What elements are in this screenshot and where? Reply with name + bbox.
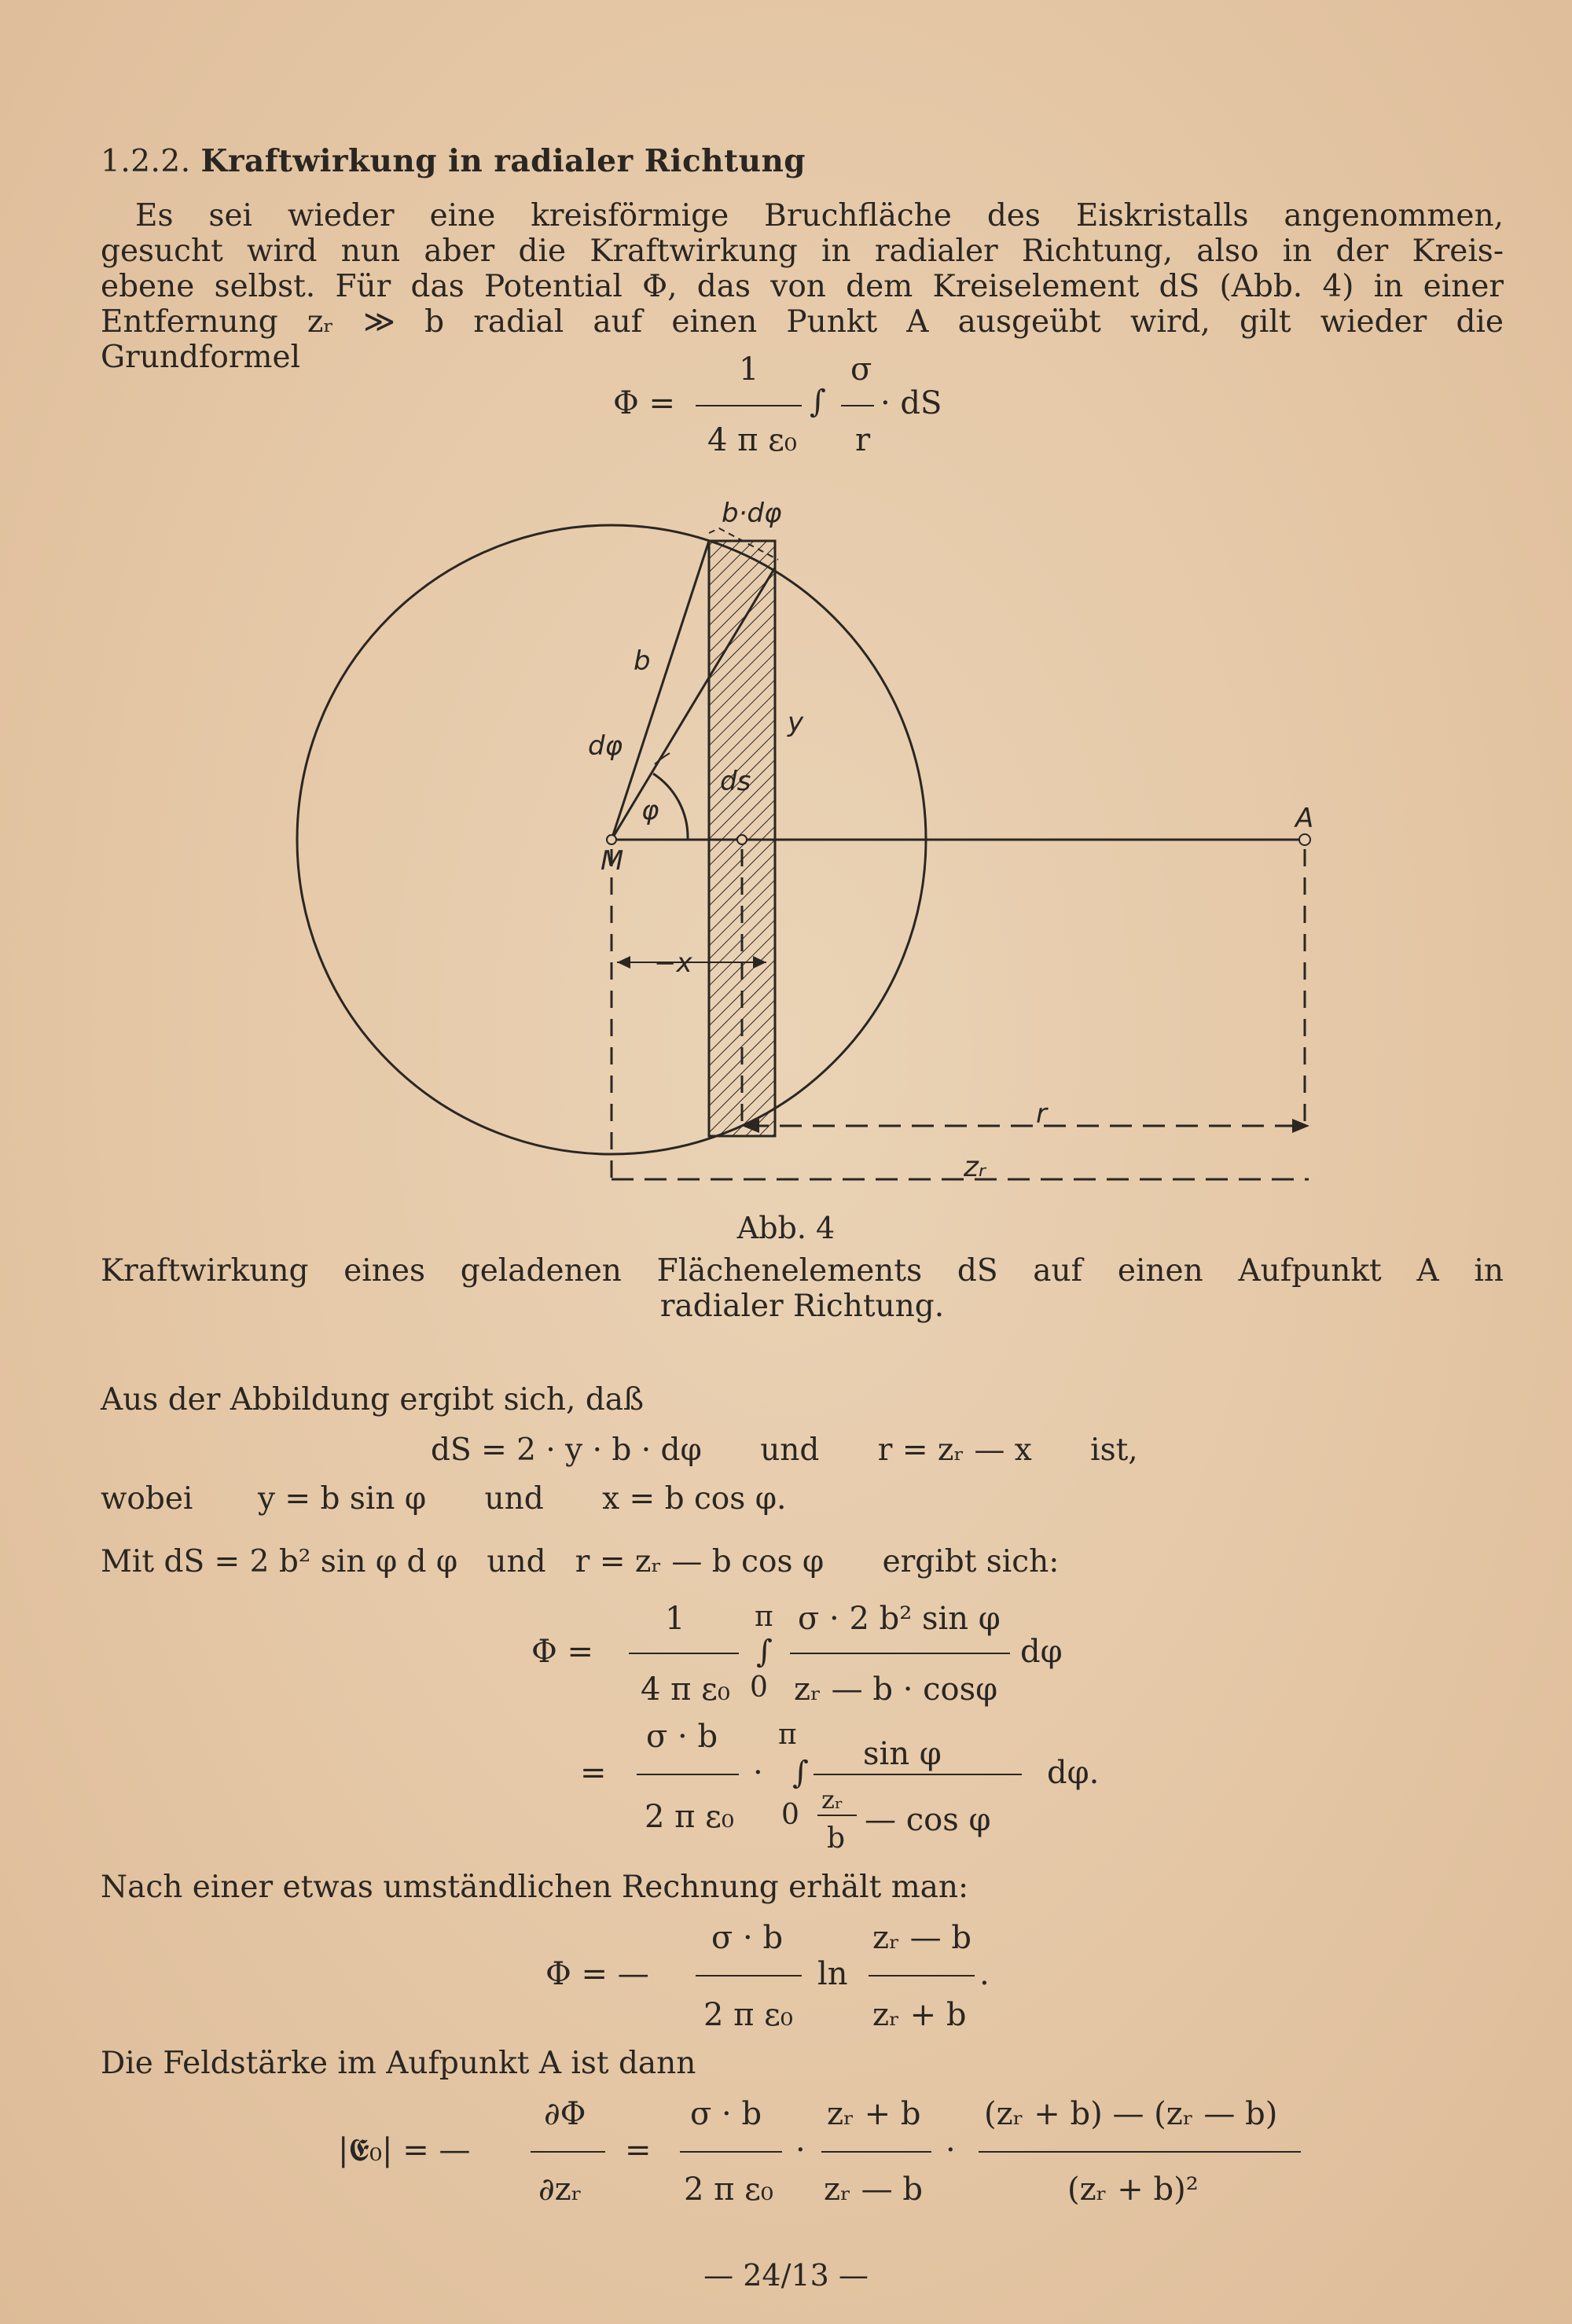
formula-numerator: 1 <box>739 351 759 388</box>
dot1: · <box>795 2132 806 2168</box>
page-number: — 24/13 — <box>703 2258 869 2293</box>
derivative-denominator: ∂zᵣ <box>538 2171 582 2208</box>
label-r: r <box>1036 1098 1047 1130</box>
label-b-dphi: b·dφ <box>722 498 782 529</box>
integral-upper: π <box>755 1601 773 1633</box>
section-number: 1.2.2. <box>101 144 191 179</box>
label-ds: ds <box>720 766 751 797</box>
caption-line: radialer Richtung. <box>659 1289 945 1324</box>
derivative-numerator: ∂Φ <box>544 2096 586 2132</box>
log-denominator: zᵣ + b <box>872 1997 967 2033</box>
point-m <box>607 835 616 844</box>
formula-denominator: 2 π ε₀ <box>645 1799 734 1835</box>
fraction1-denominator: 2 π ε₀ <box>684 2171 773 2208</box>
integral-lower: 0 <box>750 1671 768 1704</box>
formula-inner-denominator: zᵣ — b · cosφ <box>794 1671 998 1708</box>
x-arrow-left <box>617 956 630 969</box>
result-intro: Nach einer etwas umständlichen Rechnung erhält man: <box>101 1870 969 1905</box>
log-numerator: zᵣ — b <box>872 1920 971 1956</box>
formula-lhs: Φ = <box>613 385 676 421</box>
r-arrow-right <box>1292 1119 1309 1133</box>
derivation-eq1: dS = 2 · y · b · dφ und r = zᵣ — x ist, <box>431 1432 1138 1468</box>
formula-lhs: = <box>580 1755 607 1791</box>
fraction1-numerator: σ · b <box>690 2096 762 2132</box>
fraction2-numerator: zᵣ + b <box>827 2096 921 2132</box>
section-title: Kraftwirkung in radialer Richtung <box>200 143 806 179</box>
label-y: y <box>788 707 804 738</box>
formula-numerator: σ · b <box>711 1920 784 1956</box>
formula-denominator: 4 π ε₀ <box>641 1671 730 1708</box>
ln: ln <box>817 1956 848 1992</box>
intro-line: Entfernung zᵣ ≫ b radial auf einen Punkt A ausgeübt wird, gilt wieder die <box>101 304 1504 340</box>
formula-inner-denominator: r <box>855 422 871 458</box>
fraction3-denominator: (zᵣ + b)² <box>1067 2171 1199 2208</box>
formula-tail: · dS <box>880 385 942 421</box>
derivation-eq2: y = b sin φ und x = b cos φ. <box>258 1481 787 1517</box>
caption-line: Kraftwirkung eines geladenen Flächenelements dS auf einen Aufpunkt A in <box>101 1253 1504 1289</box>
formula-tail: dφ. <box>1047 1755 1100 1791</box>
fraction2-denominator: zᵣ — b <box>824 2171 923 2208</box>
dot2: · <box>946 2132 956 2168</box>
intro-line: Grundformel <box>101 340 301 375</box>
integral-upper: π <box>778 1719 797 1751</box>
integral-lower: 0 <box>781 1799 799 1831</box>
label-x: −x <box>654 947 692 979</box>
label-m: M <box>601 845 624 877</box>
label-b: b <box>634 645 651 677</box>
formula-lhs: |𝕰₀| = — <box>338 2132 471 2168</box>
intro-line: Es sei wieder eine kreisförmige Bruchfläche des Eiskristalls angenommen, <box>135 198 1504 234</box>
derivation-eq2-prefix: wobei <box>101 1481 193 1517</box>
derivation-eq3: Mit dS = 2 b² sin φ d φ und r = zᵣ — b cos φ ergibt sich: <box>101 1544 1060 1579</box>
integral-sign: ∫ <box>810 384 826 420</box>
intro-line: gesucht wird nun aber die Kraftwirkung in radialer Richtung, also in der Kreis- <box>101 234 1504 269</box>
formula-tail: dφ <box>1020 1634 1063 1670</box>
point-a <box>1299 834 1310 845</box>
label-zr: zᵣ <box>964 1151 986 1183</box>
formula-end: . <box>979 1956 990 1992</box>
figure-caption-title: Abb. 4 <box>736 1211 836 1245</box>
formula-inner-numerator: σ <box>850 351 872 388</box>
equals: = <box>625 2132 652 2168</box>
inner-den-tail: — cos φ <box>865 1802 991 1838</box>
label-phi: φ <box>641 795 659 826</box>
field-intro: Die Feldstärke im Aufpunkt A ist dann <box>101 2046 696 2081</box>
inner-den-top: zᵣ <box>821 1785 843 1815</box>
formula-lhs: Φ = — <box>545 1956 649 1992</box>
formula-inner-numerator: σ · 2 b² sin φ <box>798 1601 1001 1637</box>
formula-numerator: σ · b <box>646 1719 718 1755</box>
formula-denominator: 2 π ε₀ <box>703 1997 793 2033</box>
figure-caption <box>101 1253 1504 1324</box>
formula-inner-numerator: sin φ <box>863 1736 942 1772</box>
label-dphi: dφ <box>588 730 623 762</box>
formula-numerator: 1 <box>665 1601 685 1637</box>
formula-dot: · <box>753 1755 763 1791</box>
formula-lhs: Φ = <box>531 1634 594 1670</box>
strip-center-point <box>737 835 747 844</box>
label-a: A <box>1295 803 1314 834</box>
intro-line: ebene selbst. Für das Potential Φ, das von dem Kreiselement dS (Abb. 4) in einer <box>101 269 1504 304</box>
inner-den-bottom: b <box>827 1822 846 1855</box>
radius-b-line <box>612 541 709 840</box>
fraction3-numerator: (zᵣ + b) — (zᵣ — b) <box>984 2096 1278 2132</box>
derivation-intro: Aus der Abbildung ergibt sich, daß <box>101 1382 645 1418</box>
formula-denominator: 4 π ε₀ <box>707 422 797 458</box>
